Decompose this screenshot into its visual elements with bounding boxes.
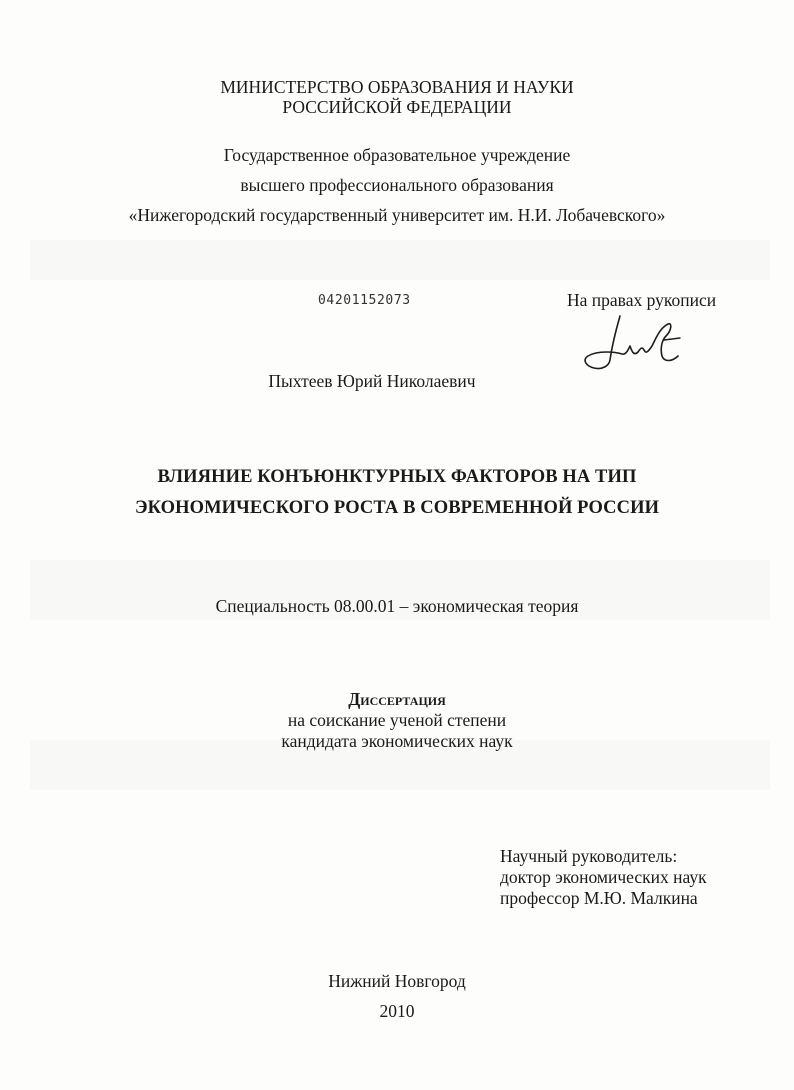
city: Нижний Новгород: [328, 971, 466, 991]
title-line-2: ЭКОНОМИЧЕСКОГО РОСТА В СОВРЕМЕННОЙ РОССИИ: [134, 498, 660, 518]
dissertation-line-1: на соискание ученой степени: [287, 710, 507, 730]
title-line-1: ВЛИЯНИЕ КОНЪЮНКТУРНЫХ ФАКТОРОВ НА ТИП: [157, 467, 637, 487]
ministry-line-2: РОССИЙСКОЙ ФЕДЕРАЦИИ: [282, 97, 512, 117]
registration-number: 04201152073: [318, 293, 411, 308]
supervisor-name: профессор М.Ю. Малкина: [500, 888, 698, 908]
specialty: Специальность 08.00.01 – экономическая теория: [215, 596, 579, 616]
institution-line-1: Государственное образовательное учреждение: [223, 145, 571, 165]
institution-line-3: «Нижегородский государственный университет им. Н.И. Лобачевского»: [128, 205, 666, 225]
scan-texture: [30, 240, 770, 280]
year: 2010: [379, 1001, 415, 1021]
dissertation-line-2: кандидата экономических наук: [281, 731, 513, 751]
signature-image: [576, 312, 686, 374]
institution-line-2: высшего профессионального образования: [240, 175, 554, 195]
rights-label: На правах рукописи: [567, 290, 717, 310]
author-name: Пыхтеев Юрий Николаевич: [268, 371, 476, 391]
supervisor-degree: доктор экономических наук: [500, 867, 707, 887]
ministry-line-1: МИНИСТЕРСТВО ОБРАЗОВАНИЯ И НАУКИ: [220, 77, 574, 97]
supervisor-label: Научный руководитель:: [500, 846, 678, 866]
dissertation-label: Диссертация: [348, 689, 446, 709]
